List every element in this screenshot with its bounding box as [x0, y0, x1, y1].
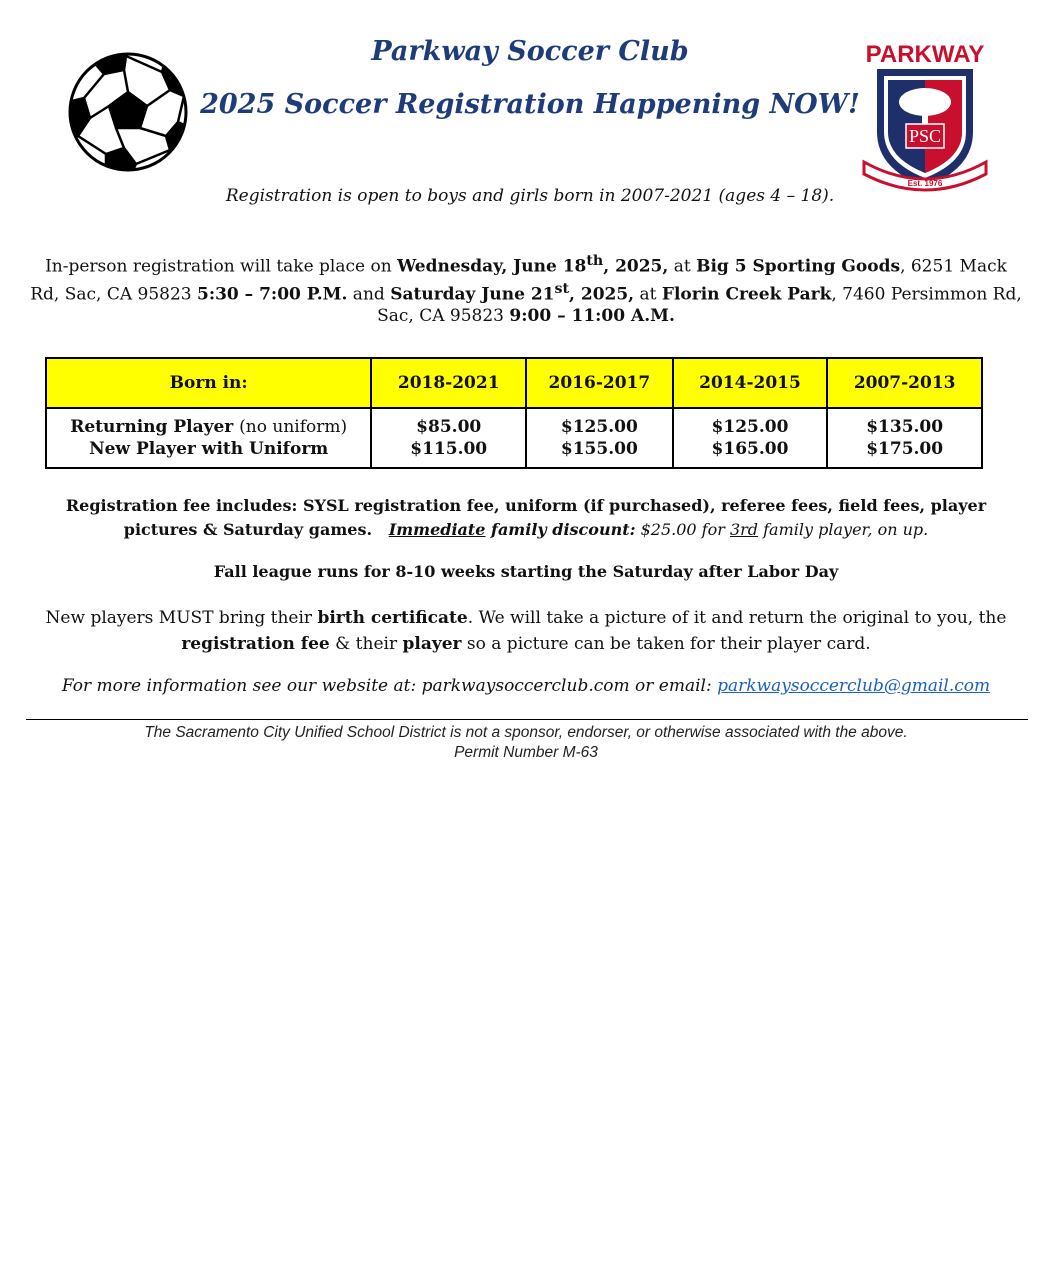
in-person-registration: In-person registration will take place on Wednesday, June 18th, 2025, at Big 5 Sporting Goods, 6251 Mack Rd, Sac, CA 95823 5:30 – 7:00 P.M. and Saturday June 21st, 2025, at Florin Creek Park, 7460 Persimmon Rd, Sac, CA 95823 9:00 – 11:00 A.M.	[30, 253, 1022, 327]
row-labels: Returning Player (no uniform) New Player with Uniform	[46, 408, 371, 468]
header-col-4: 2007-2013	[827, 358, 982, 408]
fall-league-text: Fall league runs for 8-10 weeks starting the Saturday after Labor Day	[213, 562, 839, 581]
more-info: For more information see our website at: parkwaysoccerclub.com or email: parkwaysoccerclub@gmail.com	[61, 676, 991, 696]
divider	[26, 719, 1028, 720]
new-players-text: New players MUST bring their birth certificate. We will take a picture of it and return the original to you, the registration fee & their player so a picture can be taken for their player card.	[45, 608, 1007, 654]
header-col-2: 2016-2017	[526, 358, 673, 408]
fee-cell: $135.00 $175.00	[827, 408, 982, 468]
email-link[interactable]: parkwaysoccerclub@gmail.com	[717, 676, 991, 696]
fee-includes: Registration fee includes: SYSL registration fee, uniform (if purchased), referee fees, field fees, player pictures & Saturday games. Immediate family discount: $25.00 for 3rd family player, on up.	[65, 496, 987, 539]
disclaimer	[40, 723, 1012, 763]
fee-cell: $125.00 $165.00	[673, 408, 828, 468]
header-born-in: Born in:	[46, 358, 371, 408]
logo-banner-text: Est. 1976	[907, 179, 943, 188]
header-col-3: 2014-2015	[673, 358, 828, 408]
header-col-1: 2018-2021	[371, 358, 526, 408]
logo-shield-text: PSC	[908, 126, 942, 146]
fee-cell: $125.00 $155.00	[526, 408, 673, 468]
headline: 2025 Soccer Registration Happening NOW!	[200, 89, 860, 120]
logo-top-text: PARKWAY	[865, 41, 985, 68]
fee-cell: $85.00 $115.00	[371, 408, 526, 468]
permit-number: Permit Number M-63	[454, 744, 598, 761]
fee-table	[45, 357, 983, 469]
fee-table-header-row	[46, 358, 982, 408]
club-name: Parkway Soccer Club	[371, 36, 689, 67]
eligibility-text: Registration is open to boys and girls born in 2007-2021 (ages 4 – 18).	[225, 186, 835, 206]
disclaimer-line: The Sacramento City Unified School District is not a sponsor, endorser, or otherwise associated with the above.	[144, 724, 908, 741]
fee-table-row	[46, 408, 982, 468]
